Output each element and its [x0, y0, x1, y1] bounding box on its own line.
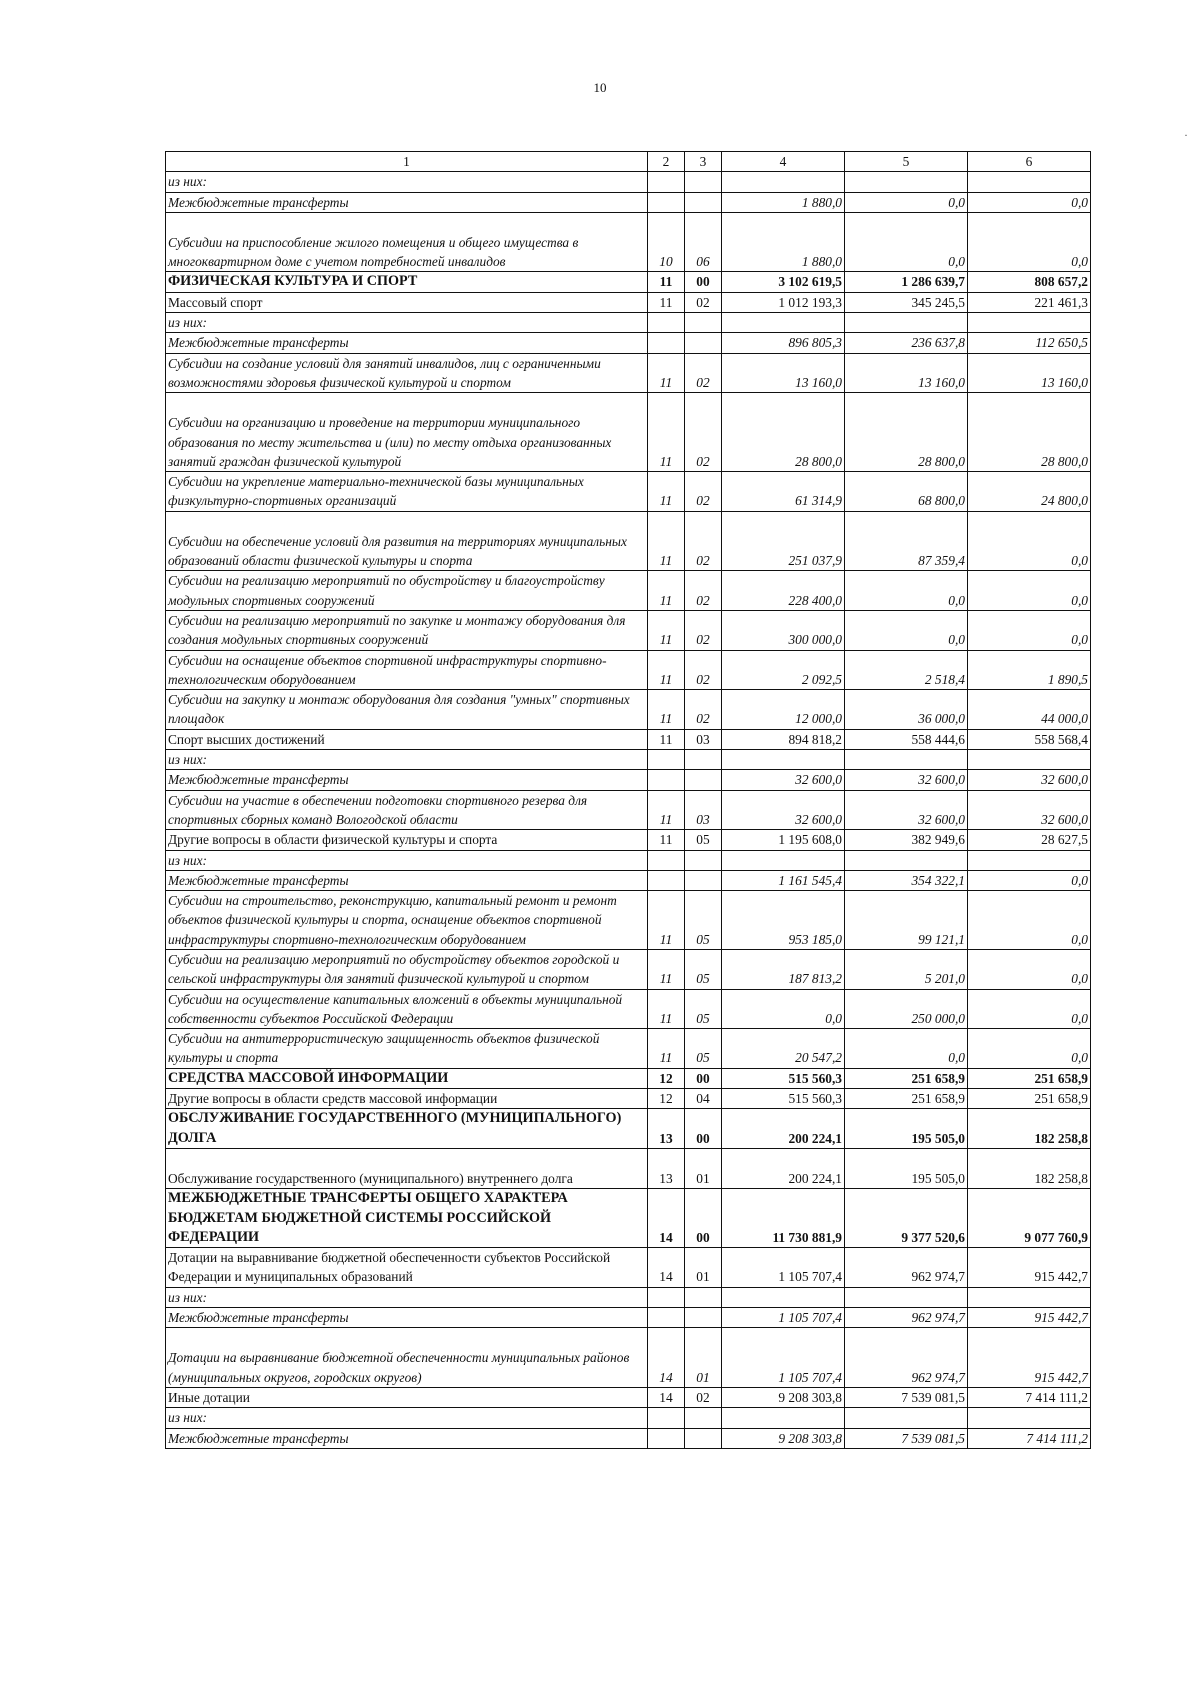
section-code: 12 — [648, 1068, 685, 1088]
column-header: 1 — [166, 152, 648, 172]
section-code: 14 — [648, 1328, 685, 1388]
value-col6: 0,0 — [968, 571, 1091, 611]
value-col5 — [845, 1287, 968, 1307]
page-number: 10 — [593, 80, 607, 95]
value-col4: 953 185,0 — [722, 891, 845, 950]
value-col6: 182 258,8 — [968, 1148, 1091, 1188]
table-row — [166, 192, 1091, 212]
subsection-code: 02 — [685, 353, 722, 393]
row-name: Межбюджетные трансферты — [166, 1308, 648, 1328]
value-col5: 962 974,7 — [845, 1328, 968, 1388]
table-row — [166, 690, 1091, 730]
section-code: 11 — [648, 292, 685, 312]
value-col6 — [968, 313, 1091, 333]
subsection-code: 05 — [685, 830, 722, 850]
subsection-code: 02 — [685, 690, 722, 730]
value-col4: 187 813,2 — [722, 949, 845, 989]
value-col5: 251 658,9 — [845, 1068, 968, 1088]
value-col4: 28 800,0 — [722, 393, 845, 472]
row-name: Субсидии на оснащение объектов спортивной инфраструктуры спортивно-технологическим оборудованием — [166, 650, 648, 690]
table-row — [166, 1089, 1091, 1109]
table-row — [166, 830, 1091, 850]
column-header: 3 — [685, 152, 722, 172]
row-name: из них: — [166, 1408, 648, 1428]
section-code: 11 — [648, 511, 685, 571]
value-col4: 9 208 303,8 — [722, 1387, 845, 1407]
subsection-code: 02 — [685, 610, 722, 650]
value-col5 — [845, 750, 968, 770]
section-code — [648, 1428, 685, 1448]
row-name: Другие вопросы в области средств массовой информации — [166, 1089, 648, 1109]
table-row — [166, 610, 1091, 650]
subsection-code: 01 — [685, 1328, 722, 1388]
subsection-code: 02 — [685, 292, 722, 312]
value-col4: 228 400,0 — [722, 571, 845, 611]
value-col6: 32 600,0 — [968, 790, 1091, 830]
value-col6: 0,0 — [968, 610, 1091, 650]
subsection-code — [685, 850, 722, 870]
subsection-code — [685, 1428, 722, 1448]
value-col6: 0,0 — [968, 511, 1091, 571]
value-col6: 0,0 — [968, 870, 1091, 890]
section-code: 11 — [648, 830, 685, 850]
value-col4: 300 000,0 — [722, 610, 845, 650]
value-col4: 894 818,2 — [722, 729, 845, 749]
subsection-code: 00 — [685, 272, 722, 292]
subsection-code — [685, 750, 722, 770]
value-col6 — [968, 750, 1091, 770]
section-code: 11 — [648, 472, 685, 512]
value-col6: 24 800,0 — [968, 472, 1091, 512]
section-code: 11 — [648, 729, 685, 749]
table-row — [166, 1148, 1091, 1188]
table-row — [166, 650, 1091, 690]
value-col5 — [845, 850, 968, 870]
subsection-code — [685, 1308, 722, 1328]
value-col5 — [845, 172, 968, 192]
value-col5: 32 600,0 — [845, 790, 968, 830]
value-col4 — [722, 172, 845, 192]
row-name: Спорт высших достижений — [166, 729, 648, 749]
table-row — [166, 272, 1091, 292]
table-row — [166, 1287, 1091, 1307]
column-header-row — [166, 152, 1091, 172]
value-col5: 251 658,9 — [845, 1089, 968, 1109]
subsection-code: 00 — [685, 1109, 722, 1149]
value-col4 — [722, 1408, 845, 1428]
section-code: 11 — [648, 790, 685, 830]
section-code: 13 — [648, 1148, 685, 1188]
row-name: Межбюджетные трансферты — [166, 870, 648, 890]
row-name: Субсидии на реализацию мероприятий по обустройству объектов городской и сельской инфраструктуры для занятий физической культурой и спортом — [166, 949, 648, 989]
budget-table — [165, 151, 1091, 1449]
value-col6: 808 657,2 — [968, 272, 1091, 292]
value-col6: 0,0 — [968, 192, 1091, 212]
section-code — [648, 192, 685, 212]
value-col4: 1 880,0 — [722, 192, 845, 212]
table-row — [166, 313, 1091, 333]
value-col6: 251 658,9 — [968, 1068, 1091, 1088]
value-col5: 0,0 — [845, 192, 968, 212]
row-name: Субсидии на организацию и проведение на территории муниципального образования по месту жительства и (или) по месту отдыха организованных занятий граждан физической культурой — [166, 393, 648, 472]
row-name: Межбюджетные трансферты — [166, 333, 648, 353]
section-code: 11 — [648, 949, 685, 989]
value-col6: 13 160,0 — [968, 353, 1091, 393]
subsection-code: 02 — [685, 571, 722, 611]
subsection-code — [685, 870, 722, 890]
value-col6: 221 461,3 — [968, 292, 1091, 312]
row-name: Субсидии на реализацию мероприятий по обустройству и благоустройству модульных спортивных сооружений — [166, 571, 648, 611]
value-col6 — [968, 172, 1091, 192]
row-name: Межбюджетные трансферты — [166, 192, 648, 212]
value-col4: 11 730 881,9 — [722, 1189, 845, 1248]
row-name: из них: — [166, 1287, 648, 1307]
value-col4: 515 560,3 — [722, 1068, 845, 1088]
value-col5: 0,0 — [845, 571, 968, 611]
value-col5: 99 121,1 — [845, 891, 968, 950]
value-col4: 12 000,0 — [722, 690, 845, 730]
table-row — [166, 511, 1091, 571]
value-col6: 0,0 — [968, 989, 1091, 1029]
section-code: 11 — [648, 353, 685, 393]
table-row — [166, 1248, 1091, 1288]
row-name: Субсидии на закупку и монтаж оборудования для создания "умных" спортивных площадок — [166, 690, 648, 730]
table-row — [166, 333, 1091, 353]
row-name: Субсидии на строительство, реконструкцию, капитальный ремонт и ремонт объектов физической культуры и спорта, оснащение объектов спортивной инфраструктуры спортивно-технологическим оборудованием — [166, 891, 648, 950]
value-col5: 87 359,4 — [845, 511, 968, 571]
section-code — [648, 770, 685, 790]
value-col5: 7 539 081,5 — [845, 1387, 968, 1407]
row-name: Межбюджетные трансферты — [166, 1428, 648, 1448]
section-code — [648, 750, 685, 770]
section-code — [648, 1287, 685, 1307]
subsection-code: 01 — [685, 1148, 722, 1188]
table-row — [166, 292, 1091, 312]
table-row — [166, 353, 1091, 393]
value-col5: 250 000,0 — [845, 989, 968, 1029]
row-name: из них: — [166, 313, 648, 333]
value-col5 — [845, 1408, 968, 1428]
value-col4 — [722, 1287, 845, 1307]
value-col4: 20 547,2 — [722, 1029, 845, 1069]
value-col6: 251 658,9 — [968, 1089, 1091, 1109]
table-row — [166, 172, 1091, 192]
value-col5: 0,0 — [845, 1029, 968, 1069]
subsection-code: 05 — [685, 1029, 722, 1069]
table-row — [166, 1428, 1091, 1448]
row-name: Дотации на выравнивание бюджетной обеспеченности субъектов Российской Федерации и муниципальных образований — [166, 1248, 648, 1288]
value-col5: 962 974,7 — [845, 1308, 968, 1328]
table-row — [166, 989, 1091, 1029]
table-row — [166, 870, 1091, 890]
subsection-code: 05 — [685, 989, 722, 1029]
section-code: 14 — [648, 1189, 685, 1248]
subsection-code: 04 — [685, 1089, 722, 1109]
subsection-code: 02 — [685, 1387, 722, 1407]
table-row — [166, 472, 1091, 512]
table-row — [166, 1387, 1091, 1407]
value-col4: 896 805,3 — [722, 333, 845, 353]
subsection-code: 02 — [685, 650, 722, 690]
subsection-code: 02 — [685, 511, 722, 571]
row-name: Обслуживание государственного (муниципального) внутреннего долга — [166, 1148, 648, 1188]
subsection-code — [685, 770, 722, 790]
value-col5: 195 505,0 — [845, 1148, 968, 1188]
value-col4: 2 092,5 — [722, 650, 845, 690]
table-row — [166, 770, 1091, 790]
section-code: 14 — [648, 1248, 685, 1288]
subsection-code: 02 — [685, 472, 722, 512]
value-col6: 9 077 760,9 — [968, 1189, 1091, 1248]
value-col6: 0,0 — [968, 949, 1091, 989]
value-col4: 251 037,9 — [722, 511, 845, 571]
value-col5: 236 637,8 — [845, 333, 968, 353]
value-col4 — [722, 313, 845, 333]
table-row — [166, 949, 1091, 989]
value-col5: 28 800,0 — [845, 393, 968, 472]
value-col5: 2 518,4 — [845, 650, 968, 690]
value-col4: 3 102 619,5 — [722, 272, 845, 292]
value-col4: 32 600,0 — [722, 790, 845, 830]
section-code: 11 — [648, 393, 685, 472]
value-col6: 1 890,5 — [968, 650, 1091, 690]
column-header: 2 — [648, 152, 685, 172]
value-col5: 195 505,0 — [845, 1109, 968, 1149]
section-code: 10 — [648, 212, 685, 272]
section-code — [648, 172, 685, 192]
subsection-code — [685, 172, 722, 192]
value-col6: 44 000,0 — [968, 690, 1091, 730]
row-name: Субсидии на участие в обеспечении подготовки спортивного резерва для спортивных сборных команд Вологодской области — [166, 790, 648, 830]
section-code: 11 — [648, 571, 685, 611]
row-name: Субсидии на приспособление жилого помещения и общего имущества в многоквартирном доме с учетом потребностей инвалидов — [166, 212, 648, 272]
subsection-code: 02 — [685, 393, 722, 472]
table-row — [166, 1408, 1091, 1428]
row-name: Субсидии на антитеррористическую защищенность объектов физической культуры и спорта — [166, 1029, 648, 1069]
table-row — [166, 1068, 1091, 1088]
value-col6: 0,0 — [968, 891, 1091, 950]
table-row — [166, 750, 1091, 770]
value-col4: 200 224,1 — [722, 1148, 845, 1188]
value-col5: 345 245,5 — [845, 292, 968, 312]
section-code: 11 — [648, 989, 685, 1029]
subsection-code — [685, 313, 722, 333]
value-col5: 0,0 — [845, 610, 968, 650]
row-name: Иные дотации — [166, 1387, 648, 1407]
value-col6: 0,0 — [968, 1029, 1091, 1069]
subsection-code: 05 — [685, 891, 722, 950]
subsection-code: 00 — [685, 1189, 722, 1248]
table-row — [166, 729, 1091, 749]
value-col4: 32 600,0 — [722, 770, 845, 790]
section-code: 11 — [648, 891, 685, 950]
subsection-code: 01 — [685, 1248, 722, 1288]
section-code: 11 — [648, 650, 685, 690]
section-code — [648, 850, 685, 870]
section-code: 11 — [648, 272, 685, 292]
value-col4: 515 560,3 — [722, 1089, 845, 1109]
value-col5: 1 286 639,7 — [845, 272, 968, 292]
subsection-code: 03 — [685, 790, 722, 830]
value-col6 — [968, 1408, 1091, 1428]
value-col5: 68 800,0 — [845, 472, 968, 512]
value-col5: 7 539 081,5 — [845, 1428, 968, 1448]
section-code — [648, 1308, 685, 1328]
value-col4: 0,0 — [722, 989, 845, 1029]
row-name: СРЕДСТВА МАССОВОЙ ИНФОРМАЦИИ — [166, 1068, 648, 1088]
row-name: из них: — [166, 850, 648, 870]
section-code: 11 — [648, 610, 685, 650]
column-header: 6 — [968, 152, 1091, 172]
section-code: 11 — [648, 1029, 685, 1069]
section-code — [648, 870, 685, 890]
row-name: Другие вопросы в области физической культуры и спорта — [166, 830, 648, 850]
value-col4: 9 208 303,8 — [722, 1428, 845, 1448]
section-code: 14 — [648, 1387, 685, 1407]
row-name: Массовый спорт — [166, 292, 648, 312]
value-col6: 7 414 111,2 — [968, 1387, 1091, 1407]
value-col5: 36 000,0 — [845, 690, 968, 730]
row-name: Субсидии на укрепление материально-технической базы муниципальных физкультурно-спортивных организаций — [166, 472, 648, 512]
value-col6: 558 568,4 — [968, 729, 1091, 749]
row-name: Субсидии на осуществление капитальных вложений в объекты муниципальной собственности субъектов Российской Федерации — [166, 989, 648, 1029]
row-name: Дотации на выравнивание бюджетной обеспеченности муниципальных районов (муниципальных округов, городских округов) — [166, 1328, 648, 1388]
value-col4: 1 012 193,3 — [722, 292, 845, 312]
row-name: МЕЖБЮДЖЕТНЫЕ ТРАНСФЕРТЫ ОБЩЕГО ХАРАКТЕРА БЮДЖЕТАМ БЮДЖЕТНОЙ СИСТЕМЫ РОССИЙСКОЙ ФЕДЕРАЦИИ — [166, 1189, 648, 1248]
table-row — [166, 1308, 1091, 1328]
value-col5: 0,0 — [845, 212, 968, 272]
value-col6: 28 800,0 — [968, 393, 1091, 472]
row-name: Субсидии на создание условий для занятий инвалидов, лиц с ограниченными возможностями здоровья физической культурой и спортом — [166, 353, 648, 393]
scan-mark: · — [1184, 128, 1188, 142]
value-col6: 182 258,8 — [968, 1109, 1091, 1149]
subsection-code — [685, 1287, 722, 1307]
value-col4 — [722, 750, 845, 770]
value-col5: 32 600,0 — [845, 770, 968, 790]
column-header: 5 — [845, 152, 968, 172]
value-col4: 1 880,0 — [722, 212, 845, 272]
value-col4: 13 160,0 — [722, 353, 845, 393]
value-col6: 28 627,5 — [968, 830, 1091, 850]
value-col6 — [968, 850, 1091, 870]
subsection-code — [685, 333, 722, 353]
subsection-code — [685, 192, 722, 212]
value-col4: 1 105 707,4 — [722, 1248, 845, 1288]
value-col5: 5 201,0 — [845, 949, 968, 989]
section-code — [648, 333, 685, 353]
table-row — [166, 790, 1091, 830]
value-col5: 962 974,7 — [845, 1248, 968, 1288]
table-row — [166, 1029, 1091, 1069]
table-row — [166, 571, 1091, 611]
subsection-code: 00 — [685, 1068, 722, 1088]
value-col5 — [845, 313, 968, 333]
row-name: Субсидии на реализацию мероприятий по закупке и монтажу оборудования для создания модульных спортивных сооружений — [166, 610, 648, 650]
value-col5: 13 160,0 — [845, 353, 968, 393]
subsection-code: 06 — [685, 212, 722, 272]
table-row — [166, 212, 1091, 272]
value-col4: 1 195 608,0 — [722, 830, 845, 850]
value-col6: 32 600,0 — [968, 770, 1091, 790]
row-name: Субсидии на обеспечение условий для развития на территориях муниципальных образований области физической культуры и спорта — [166, 511, 648, 571]
column-header: 4 — [722, 152, 845, 172]
value-col4: 1 105 707,4 — [722, 1308, 845, 1328]
value-col6: 915 442,7 — [968, 1248, 1091, 1288]
section-code: 11 — [648, 690, 685, 730]
row-name: ФИЗИЧЕСКАЯ КУЛЬТУРА И СПОРТ — [166, 272, 648, 292]
row-name: из них: — [166, 172, 648, 192]
value-col6: 915 442,7 — [968, 1308, 1091, 1328]
value-col5: 382 949,6 — [845, 830, 968, 850]
row-name: из них: — [166, 750, 648, 770]
value-col4: 1 105 707,4 — [722, 1328, 845, 1388]
table-row — [166, 1189, 1091, 1248]
subsection-code — [685, 1408, 722, 1428]
value-col4: 200 224,1 — [722, 1109, 845, 1149]
value-col5: 354 322,1 — [845, 870, 968, 890]
section-code: 13 — [648, 1109, 685, 1149]
row-name: ОБСЛУЖИВАНИЕ ГОСУДАРСТВЕННОГО (МУНИЦИПАЛЬНОГО) ДОЛГА — [166, 1109, 648, 1149]
table-row — [166, 1109, 1091, 1149]
section-code: 12 — [648, 1089, 685, 1109]
table-row — [166, 850, 1091, 870]
table-row — [166, 1328, 1091, 1388]
value-col6: 112 650,5 — [968, 333, 1091, 353]
value-col5: 9 377 520,6 — [845, 1189, 968, 1248]
value-col6 — [968, 1287, 1091, 1307]
subsection-code: 05 — [685, 949, 722, 989]
table-row — [166, 393, 1091, 472]
value-col4: 1 161 545,4 — [722, 870, 845, 890]
value-col5: 558 444,6 — [845, 729, 968, 749]
value-col6: 915 442,7 — [968, 1328, 1091, 1388]
table-row — [166, 891, 1091, 950]
subsection-code: 03 — [685, 729, 722, 749]
value-col4 — [722, 850, 845, 870]
value-col6: 0,0 — [968, 212, 1091, 272]
value-col6: 7 414 111,2 — [968, 1428, 1091, 1448]
section-code — [648, 1408, 685, 1428]
row-name: Межбюджетные трансферты — [166, 770, 648, 790]
value-col4: 61 314,9 — [722, 472, 845, 512]
section-code — [648, 313, 685, 333]
